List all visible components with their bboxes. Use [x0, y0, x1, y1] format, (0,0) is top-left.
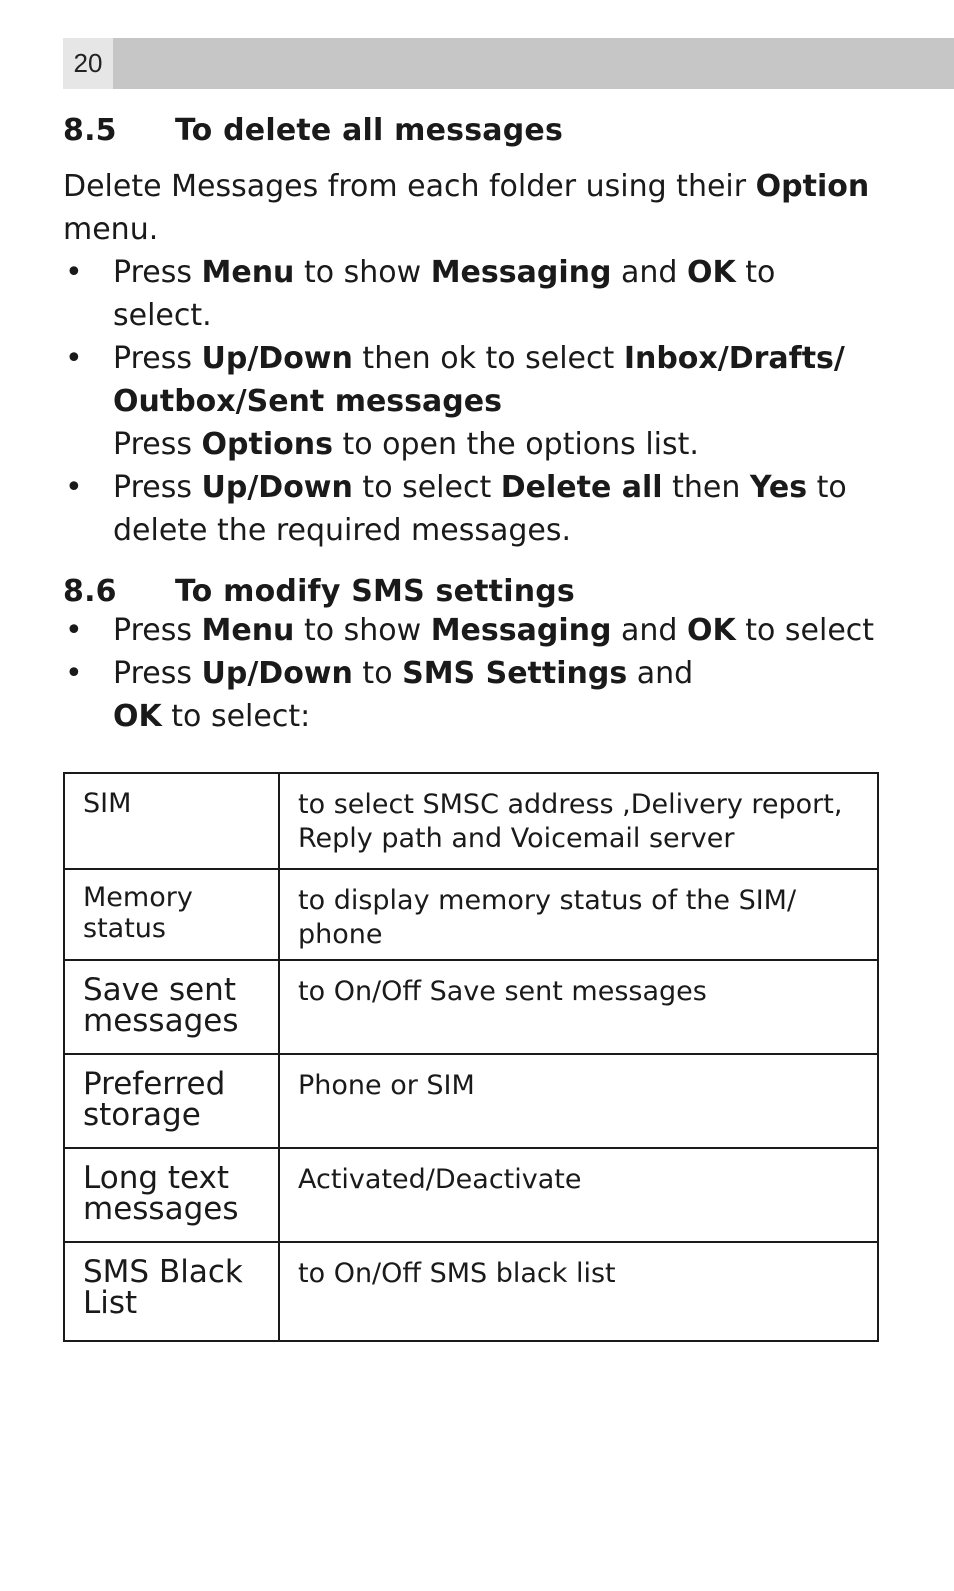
bullet-icon: •: [65, 470, 83, 505]
section-number: 8.5: [63, 113, 117, 148]
step-bold: Inbox/Drafts/ Outbox/Sent messages: [113, 341, 845, 419]
table-row: [64, 773, 878, 869]
setting-description: to On/Off SMS black list: [279, 1242, 878, 1341]
setting-name: SMS Black List: [64, 1242, 279, 1341]
step-bold: Menu: [201, 255, 295, 290]
step-bold: Up/Down: [201, 656, 353, 691]
setting-description: to select SMSC address ,Delivery report, Reply path and Voicemail server: [279, 773, 878, 869]
page-content: [63, 113, 883, 738]
step-text: Press: [113, 470, 202, 505]
step-bold: Delete all: [500, 470, 663, 505]
step-text: Press: [113, 656, 202, 691]
step-text: then: [662, 470, 750, 505]
step-text: to select:: [161, 699, 311, 734]
intro-paragraph: [63, 165, 883, 251]
step-bold: Messaging: [430, 613, 612, 648]
setting-name: Memory status: [64, 869, 279, 960]
bullet-icon: •: [65, 613, 83, 648]
sms-settings-table: [63, 772, 879, 1342]
setting-description: to display memory status of the SIM/ phone: [279, 869, 878, 960]
step-bold: Up/Down: [201, 341, 353, 376]
step-text: to show: [294, 255, 431, 290]
intro-bold: Option: [755, 169, 870, 204]
setting-name: Save sent messages: [64, 960, 279, 1054]
bullet-icon: •: [65, 656, 83, 691]
section-8-5-heading: [63, 113, 883, 148]
table-row: [64, 1054, 878, 1148]
list-item: [63, 609, 883, 652]
step-text: Press: [113, 427, 202, 462]
list-item: [63, 466, 883, 552]
page-number: 20: [63, 38, 113, 89]
step-bold: OK: [686, 613, 736, 648]
intro-text: Delete Messages from each folder using their: [63, 169, 756, 204]
setting-name: Preferred storage: [64, 1054, 279, 1148]
intro-text-end: menu.: [63, 212, 159, 247]
step-bold: Messaging: [430, 255, 612, 290]
step-bold: SMS Settings: [402, 656, 628, 691]
step-text: to select: [735, 613, 875, 648]
step-text: and: [627, 656, 694, 691]
step-bold: Menu: [201, 613, 295, 648]
step-text: then ok to select: [352, 341, 624, 376]
section-8-6-heading: [63, 574, 883, 609]
table-row: [64, 960, 878, 1054]
step-text: Press: [113, 613, 202, 648]
sms-settings-steps-list: [63, 609, 883, 738]
list-item: [63, 251, 883, 337]
bullet-icon: •: [65, 341, 83, 376]
list-item: [63, 652, 883, 738]
bullet-icon: •: [65, 255, 83, 290]
step-bold: Up/Down: [201, 470, 353, 505]
step-text: to select: [352, 470, 501, 505]
list-item: [63, 337, 883, 466]
delete-steps-list: [63, 251, 883, 552]
step-text: Press: [113, 341, 202, 376]
setting-description: to On/Off Save sent messages: [279, 960, 878, 1054]
step-bold: Yes: [749, 470, 808, 505]
step-text: and: [611, 613, 687, 648]
step-text: to: [352, 656, 403, 691]
table-row: [64, 1242, 878, 1341]
step-bold: Options: [201, 427, 333, 462]
setting-description: Activated/Deactivate: [279, 1148, 878, 1242]
setting-name: Long text messages: [64, 1148, 279, 1242]
setting-name: SIM: [64, 773, 279, 869]
section-number: 8.6: [63, 574, 117, 609]
table-row: [64, 1148, 878, 1242]
step-text: to show: [294, 613, 431, 648]
step-text: to open the options list.: [332, 427, 699, 462]
step-bold: OK: [113, 699, 162, 734]
step-text: Press: [113, 255, 202, 290]
step-text: to delete the required messages.: [113, 470, 847, 548]
section-title: To delete all messages: [175, 113, 564, 148]
setting-description: Phone or SIM: [279, 1054, 878, 1148]
page-header-bar: [63, 38, 954, 89]
step-bold: OK: [686, 255, 736, 290]
step-text: to select.: [113, 255, 776, 333]
section-title: To modify SMS settings: [175, 574, 575, 609]
step-text: and: [611, 255, 687, 290]
table-row: [64, 869, 878, 960]
